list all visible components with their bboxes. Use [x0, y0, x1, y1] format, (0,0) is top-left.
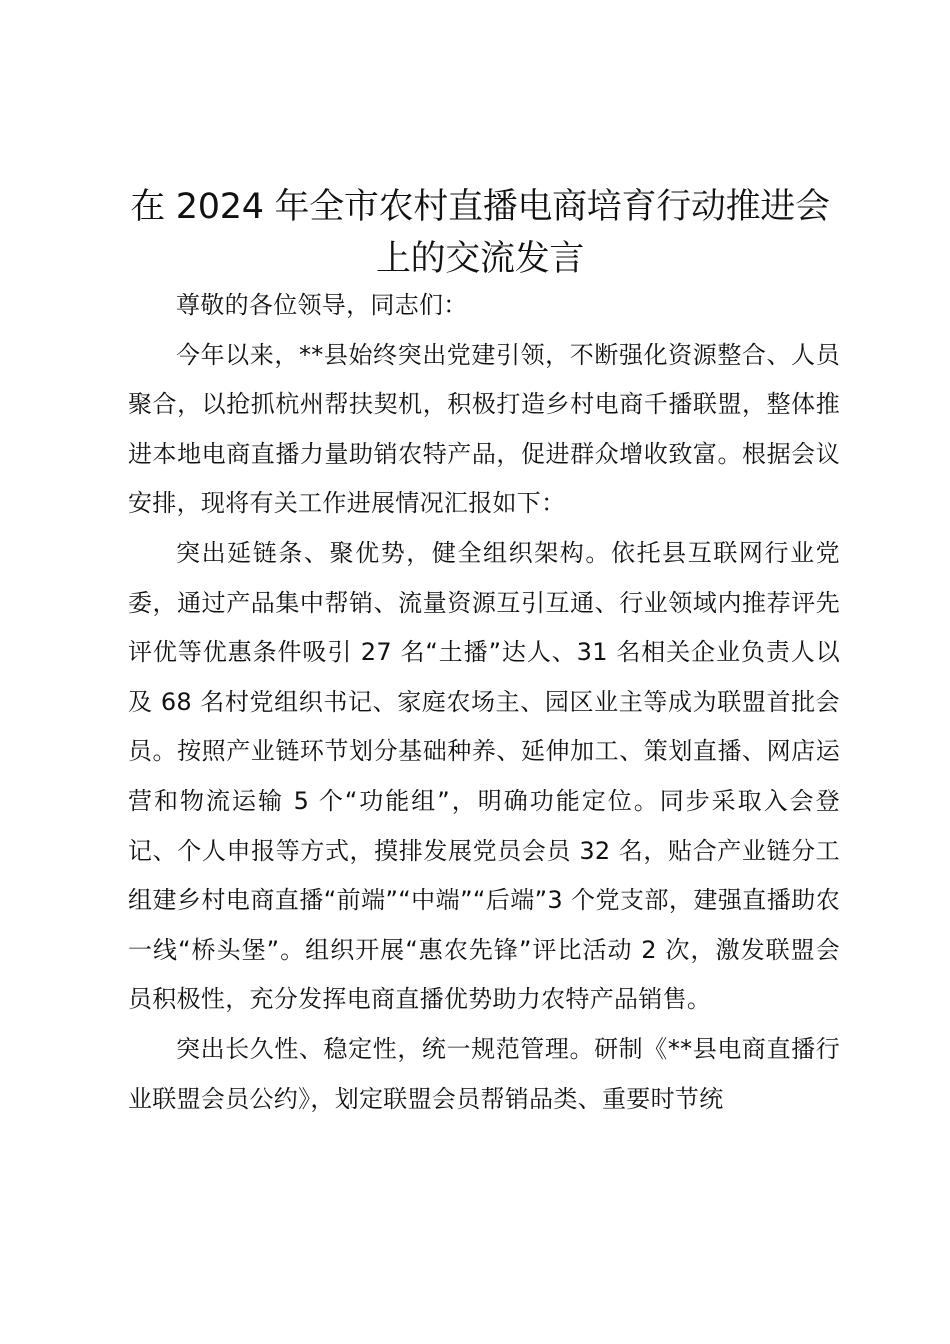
document-body	[128, 281, 840, 1124]
document-title	[118, 181, 842, 285]
title-line-1: 在 2024 年全市农村直播电商培育行动推进会	[130, 187, 830, 227]
title-line-2: 上的交流发言	[375, 239, 585, 279]
paragraph-intro: 今年以来，**县始终突出党建引领，不断强化资源整合、人员聚合，以抢抓杭州帮扶契机，积极打造乡村电商千播联盟，整体推进本地电商直播力量助销农特产品，促进群众增收致富。根据会议安排，现将有关工作进展情况汇报如下：	[128, 340, 840, 518]
salutation: 尊敬的各位领导，同志们：	[176, 291, 468, 319]
paragraph-organization: 突出延链条、聚优势，健全组织架构。依托县互联网行业党委，通过产品集中帮销、流量资源互引互通、行业领域内推荐评先评优等优惠条件吸引 27 名“土播”达人、31 名相关企业负责人以及 68 名村党组织书记、家庭农场主、园区业主等成为联盟首批会员。按照产业链环节划分基础种养、延伸加工、策划直播、网店运营和物流运输 5 个“功能组”，明确功能定位。同步采取入会登记、个人申报等方式，摸排发展党员会员 32 名，贴合产业链分工组建乡村电商直播“前端”“中端”“后端”3 个党支部，建强直播助农一线“桥头堡”。组织开展“惠农先锋”评比活动 2 次，激发联盟会员积极性，充分发挥电商直播优势助力农特产品销售。	[128, 538, 840, 1014]
paragraph-management: 突出长久性、稳定性，统一规范管理。研制《**县电商直播行业联盟会员公约》，划定联盟会员帮销品类、重要时节统	[128, 1034, 840, 1113]
